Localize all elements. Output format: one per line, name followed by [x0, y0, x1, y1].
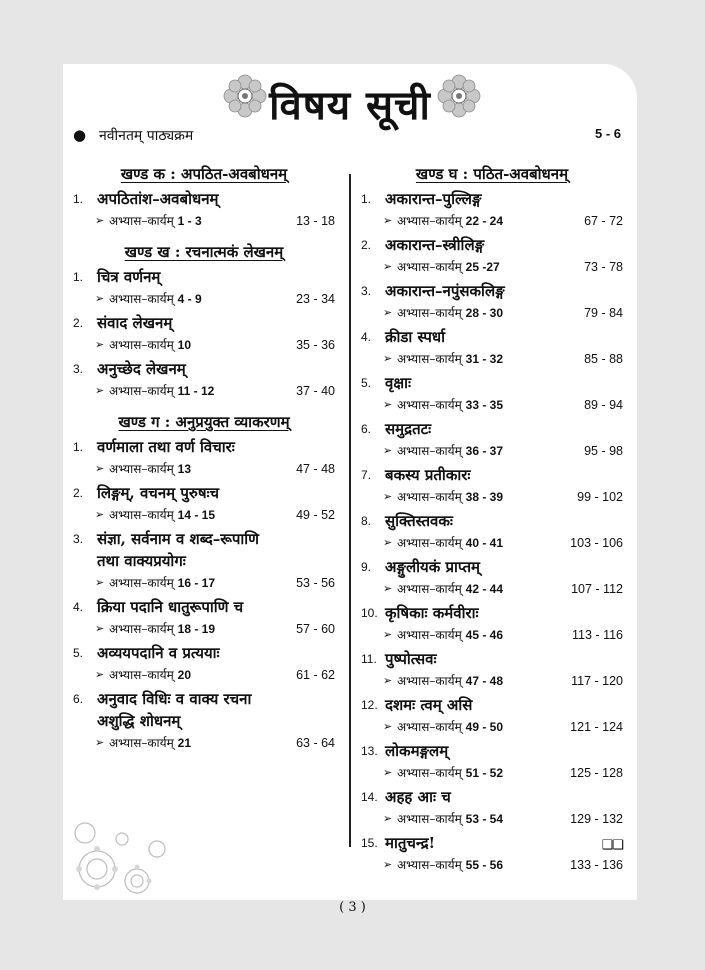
arrow-bullet-icon: ➢ — [383, 306, 393, 319]
topic-title — [361, 556, 623, 578]
exercise-line — [361, 624, 623, 646]
page-title: विषय सूची — [269, 82, 431, 129]
topic-number: 1. — [73, 192, 84, 206]
exercise-line — [73, 572, 335, 594]
topic-number: 11. — [361, 652, 377, 666]
page-range: 121 - 124 — [570, 720, 623, 734]
exercise-line — [361, 762, 623, 784]
topic-number: 3. — [73, 532, 84, 546]
page-range: 133 - 136 — [570, 858, 623, 872]
topic-title-text: दशमः त्वम् असि — [385, 696, 473, 714]
topic-title-text: वर्णमाला तथा वर्ण विचारः — [97, 438, 235, 456]
topic-title — [73, 266, 335, 288]
arrow-bullet-icon: ➢ — [95, 214, 105, 227]
topic-title-text: क्रिया पदानि धातुरूपाणि च — [97, 598, 244, 616]
arrow-bullet-icon: ➢ — [383, 398, 393, 411]
exercise-range: 20 — [177, 668, 191, 682]
end-mark: ❑❑ — [601, 838, 623, 853]
exercise-range: 36 - 37 — [465, 444, 503, 458]
exercise-label: अभ्यास–कार्यम् — [397, 444, 462, 458]
topic-title — [361, 602, 623, 624]
topic-title-text: अव्ययपदानि व प्रत्ययाः — [97, 644, 220, 662]
arrow-bullet-icon: ➢ — [383, 582, 393, 595]
arrow-bullet-icon: ➢ — [95, 736, 105, 749]
page-range: 23 - 34 — [296, 292, 335, 306]
exercise-range: 51 - 52 — [465, 766, 503, 780]
topic-number: 9. — [361, 560, 372, 574]
arrow-bullet-icon: ➢ — [95, 508, 105, 521]
exercise-range: 40 - 41 — [465, 536, 503, 550]
exercise-range: 13 — [177, 462, 191, 476]
exercise-line — [73, 458, 335, 480]
arrow-bullet-icon: ➢ — [383, 260, 393, 273]
page-range: 73 - 78 — [584, 260, 623, 274]
arrow-bullet-icon: ➢ — [383, 628, 393, 641]
topic-title — [73, 188, 335, 210]
arrow-bullet-icon: ➢ — [383, 490, 393, 503]
topic-title-text: सुक्तिस्तवकः — [385, 512, 453, 530]
flower-ornament-icon — [435, 72, 483, 120]
arrow-bullet-icon: ➢ — [383, 858, 393, 871]
exercise-line — [73, 504, 335, 526]
exercise-range: 25 -27 — [465, 260, 500, 274]
exercise-label: अभ्यास–कार्यम् — [109, 462, 174, 476]
bullet-icon: ● — [73, 126, 87, 144]
right-column — [361, 160, 623, 882]
exercise-label: अभ्यास–कार्यम् — [109, 736, 174, 750]
topic-title — [361, 372, 623, 394]
topic-title-text: पुष्पोत्सवः — [385, 650, 437, 668]
exercise-line — [361, 348, 623, 370]
arrow-bullet-icon: ➢ — [383, 536, 393, 549]
exercise-range: 45 - 46 — [465, 628, 503, 642]
arrow-bullet-icon: ➢ — [95, 668, 105, 681]
arrow-bullet-icon: ➢ — [383, 812, 393, 825]
exercise-line — [73, 210, 335, 232]
exercise-range: 53 - 54 — [465, 812, 503, 826]
exercise-label: अभ्यास–कार्यम् — [109, 338, 174, 352]
arrow-bullet-icon: ➢ — [383, 674, 393, 687]
exercise-line — [361, 578, 623, 600]
page-range: 37 - 40 — [296, 384, 335, 398]
arrow-bullet-icon: ➢ — [95, 384, 105, 397]
topic-number: 2. — [361, 238, 372, 252]
topic-title — [361, 464, 623, 486]
topic-number: 10. — [361, 606, 378, 620]
topic-title — [361, 832, 623, 854]
section-heading: खण्ड ख : रचनात्मकं लेखनम् — [124, 243, 284, 261]
contents-page — [63, 64, 637, 900]
page-range: 95 - 98 — [584, 444, 623, 458]
exercise-line — [361, 532, 623, 554]
exercise-range: 42 - 44 — [465, 582, 503, 596]
exercise-label: अभ्यास–कार्यम् — [397, 720, 462, 734]
exercise-line — [361, 394, 623, 416]
section-heading: खण्ड ग : अनुप्रयुक्त व्याकरणम् — [118, 413, 290, 431]
topic-number: 4. — [73, 600, 84, 614]
arrow-bullet-icon: ➢ — [95, 338, 105, 351]
exercise-label: अभ्यास–कार्यम् — [109, 214, 174, 228]
exercise-range: 14 - 15 — [177, 508, 215, 522]
topic-title-text: अकारान्त–पुल्लिङ्ग — [385, 190, 482, 208]
exercise-line — [73, 664, 335, 686]
exercise-line — [361, 440, 623, 462]
page-range: 13 - 18 — [296, 214, 335, 228]
topic-number: 12. — [361, 698, 378, 712]
topic-number: 1. — [73, 270, 84, 284]
arrow-bullet-icon: ➢ — [95, 462, 105, 475]
topic-title-text: अकारान्त–नपुंसकलिङ्ग — [385, 282, 505, 300]
gear-flower-decoration-icon — [67, 809, 177, 899]
exercise-range: 33 - 35 — [465, 398, 503, 412]
exercise-range: 10 — [177, 338, 191, 352]
arrow-bullet-icon: ➢ — [383, 214, 393, 227]
topic-title — [361, 694, 623, 716]
topic-title — [73, 528, 335, 572]
exercise-label: अभ्यास–कार्यम् — [397, 214, 462, 228]
page-range: 129 - 132 — [570, 812, 623, 826]
exercise-line — [73, 334, 335, 356]
topic-number: 1. — [73, 440, 84, 454]
page-range: 57 - 60 — [296, 622, 335, 636]
exercise-label: अभ्यास–कार्यम् — [109, 576, 174, 590]
topic-title — [361, 280, 623, 302]
arrow-bullet-icon: ➢ — [95, 576, 105, 589]
topic-title — [361, 326, 623, 348]
exercise-label: अभ्यास–कार्यम् — [397, 398, 462, 412]
topic-title-text: संज्ञा, सर्वनाम व शब्द–रूपाणि — [97, 530, 259, 548]
topic-number: 2. — [73, 316, 84, 330]
page-range: 79 - 84 — [584, 306, 623, 320]
topic-title-text: मातुचन्द्र! — [385, 834, 436, 852]
exercise-range: 49 - 50 — [465, 720, 503, 734]
exercise-label: अभ्यास–कार्यम् — [397, 306, 462, 320]
exercise-label: अभ्यास–कार्यम् — [109, 384, 174, 398]
page-range: 85 - 88 — [584, 352, 623, 366]
topic-title-text: कृषिकाः कर्मवीराः — [385, 604, 479, 622]
arrow-bullet-icon: ➢ — [95, 622, 105, 635]
section-heading: खण्ड क : अपठित-अवबोधनम् — [120, 165, 288, 183]
topic-title-text: संवाद लेखनम् — [97, 314, 173, 332]
topic-number: 8. — [361, 514, 372, 528]
exercise-label: अभ्यास–कार्यम् — [109, 622, 174, 636]
page-range: 63 - 64 — [296, 736, 335, 750]
page-range: 89 - 94 — [584, 398, 623, 412]
exercise-line — [361, 486, 623, 508]
topic-number: 3. — [73, 362, 84, 376]
exercise-line — [361, 716, 623, 738]
topic-number: 4. — [361, 330, 372, 344]
topic-number: 5. — [361, 376, 372, 390]
exercise-range: 21 — [177, 736, 191, 750]
left-column — [73, 160, 335, 760]
page-range: 117 - 120 — [571, 674, 623, 688]
page-range: 35 - 36 — [296, 338, 335, 352]
topic-number: 2. — [73, 486, 84, 500]
exercise-label: अभ्यास–कार्यम् — [397, 260, 462, 274]
page-range: 49 - 52 — [296, 508, 335, 522]
topic-title — [361, 648, 623, 670]
topic-title-text: अहह आः च — [385, 788, 451, 806]
topic-number: 6. — [73, 692, 84, 706]
page-range: 47 - 48 — [296, 462, 335, 476]
exercise-range: 22 - 24 — [465, 214, 503, 228]
exercise-label: अभ्यास–कार्यम् — [109, 292, 174, 306]
exercise-label: अभ्यास–कार्यम् — [397, 628, 462, 642]
page-range: 113 - 116 — [572, 628, 623, 642]
topic-title — [361, 418, 623, 440]
exercise-range: 18 - 19 — [177, 622, 215, 636]
exercise-range: 38 - 39 — [465, 490, 503, 504]
topic-title — [361, 510, 623, 532]
topic-number: 5. — [73, 646, 84, 660]
topic-number: 6. — [361, 422, 372, 436]
arrow-bullet-icon: ➢ — [383, 352, 393, 365]
page-range: 125 - 128 — [570, 766, 623, 780]
topic-title-text: अपठितांश–अवबोधनम् — [97, 190, 219, 208]
exercise-range: 1 - 3 — [177, 214, 202, 228]
section-heading: खण्ड घ : पठित-अवबोधनम् — [415, 165, 569, 183]
exercise-line — [361, 670, 623, 692]
topic-title-text: क्रीडा स्पर्धा — [385, 328, 446, 346]
exercise-label: अभ्यास–कार्यम् — [397, 352, 462, 366]
exercise-line — [361, 854, 623, 876]
arrow-bullet-icon: ➢ — [95, 292, 105, 305]
topic-title-text: अनुवाद विधिः व वाक्य रचना — [97, 690, 252, 708]
topic-number: 13. — [361, 744, 378, 758]
topic-title-continued: तथा वाक्यप्रयोगः — [97, 552, 186, 570]
syllabus-pages: 5 - 6 — [594, 126, 621, 141]
topic-title — [361, 188, 623, 210]
topic-title — [73, 642, 335, 664]
page-range: 61 - 62 — [296, 668, 335, 682]
topic-title — [73, 482, 335, 504]
exercise-line — [361, 256, 623, 278]
exercise-line — [73, 732, 335, 754]
exercise-range: 11 - 12 — [177, 384, 215, 398]
exercise-label: अभ्यास–कार्यम् — [397, 674, 462, 688]
exercise-range: 31 - 32 — [465, 352, 503, 366]
exercise-label: अभ्यास–कार्यम् — [397, 766, 462, 780]
exercise-range: 47 - 48 — [465, 674, 503, 688]
topic-title — [361, 234, 623, 256]
exercise-label: अभ्यास–कार्यम् — [397, 812, 462, 826]
exercise-line — [361, 302, 623, 324]
exercise-line — [361, 210, 623, 232]
topic-number: 14. — [361, 790, 378, 804]
syllabus-label: नवीनतम् पाठ्यक्रम — [99, 128, 194, 144]
topic-title — [73, 688, 335, 732]
page-number: ( 3 ) — [339, 900, 366, 915]
topic-title-text: बकस्य प्रतीकारः — [385, 466, 471, 484]
exercise-label: अभ्यास–कार्यम् — [109, 668, 174, 682]
topic-title — [361, 786, 623, 808]
topic-title-text: लोकमङ्गलम् — [385, 742, 449, 760]
exercise-label: अभ्यास–कार्यम् — [109, 508, 174, 522]
topic-title — [361, 740, 623, 762]
topic-title-text: अकारान्त–स्त्रीलिङ्ग — [385, 236, 485, 254]
page-range: 67 - 72 — [584, 214, 623, 228]
topic-title — [73, 358, 335, 380]
exercise-line — [73, 618, 335, 640]
topic-number: 3. — [361, 284, 372, 298]
arrow-bullet-icon: ➢ — [383, 720, 393, 733]
topic-title — [73, 312, 335, 334]
exercise-label: अभ्यास–कार्यम् — [397, 582, 462, 596]
topic-title — [73, 436, 335, 458]
page-range: 53 - 56 — [296, 576, 335, 590]
page-range: 103 - 106 — [570, 536, 623, 550]
topic-title-text: चित्र वर्णनम् — [97, 268, 161, 286]
arrow-bullet-icon: ➢ — [383, 766, 393, 779]
exercise-range: 16 - 17 — [177, 576, 215, 590]
exercise-label: अभ्यास–कार्यम् — [397, 490, 462, 504]
topic-title-text: वृक्षाः — [385, 374, 412, 392]
topic-number: 7. — [361, 468, 372, 482]
topic-number: 15. — [361, 836, 378, 850]
page-range: 107 - 112 — [571, 582, 623, 596]
exercise-range: 4 - 9 — [177, 292, 202, 306]
page-range: 99 - 102 — [577, 490, 623, 504]
arrow-bullet-icon: ➢ — [383, 444, 393, 457]
exercise-range: 28 - 30 — [465, 306, 503, 320]
column-divider — [349, 174, 351, 847]
exercise-range: 55 - 56 — [465, 858, 503, 872]
topic-title-text: समुद्रतटः — [385, 420, 432, 438]
exercise-line — [73, 380, 335, 402]
topic-number: 1. — [361, 192, 372, 206]
topic-title-text: अनुच्छेद लेखनम् — [97, 360, 186, 378]
exercise-line — [73, 288, 335, 310]
topic-title-text: अङ्गुलीयकं प्राप्तम् — [385, 558, 481, 576]
exercise-label: अभ्यास–कार्यम् — [397, 536, 462, 550]
topic-title-text: लिङ्गम्, वचनम् पुरुषःच — [97, 484, 220, 502]
topic-title-continued: अशुद्धि शोधनम् — [97, 712, 181, 730]
exercise-line — [361, 808, 623, 830]
topic-title — [73, 596, 335, 618]
exercise-label: अभ्यास–कार्यम् — [397, 858, 462, 872]
